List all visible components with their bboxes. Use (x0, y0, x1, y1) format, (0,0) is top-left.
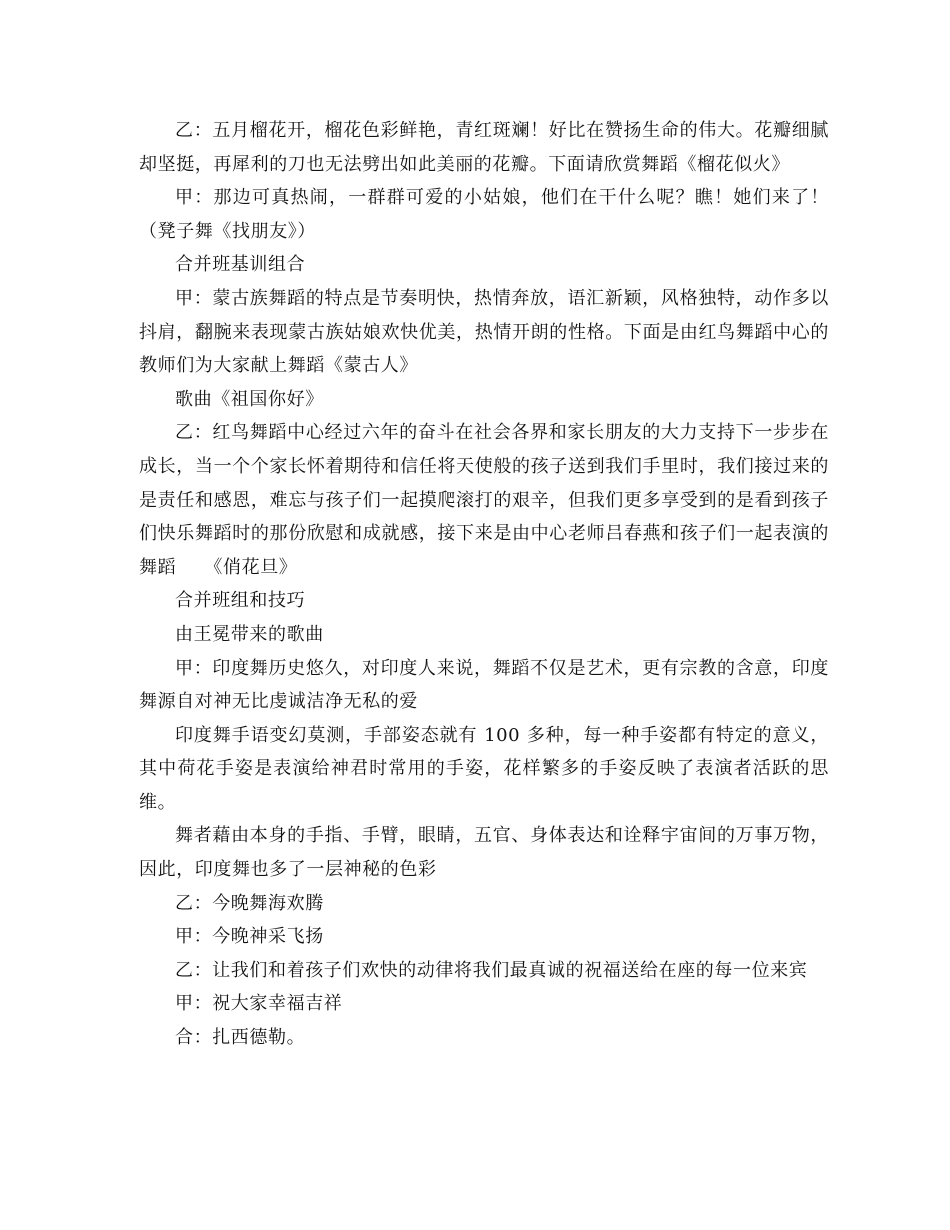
paragraph-wangmian-song: 由王冕带来的歌曲 (175, 623, 324, 645)
paragraph-closing-line-2: 甲：今晚神采飞扬 (175, 926, 324, 948)
paragraph-basic-training: 合并班基训组合 (175, 254, 306, 276)
paragraph-indian-hand-gestures: 印度舞手语变幻莫测，手部姿态就有 100 多种，每一种手姿都有特定的意义，其中荷花手姿是表演给神君时常用的手姿，花样繁多的手姿反映了表演者活跃的思维。 (139, 724, 829, 813)
paragraph-indian-dance-history: 甲：印度舞历史悠久，对印度人来说，舞蹈不仅是艺术，更有宗教的含意，印度舞源自对神无比虔诚洁净无私的爱 (139, 657, 829, 713)
document-body (139, 114, 829, 1055)
paragraph-closing-line-3: 乙：让我们和着孩子们欢快的动律将我们最真诚的祝福送给在座的每一位来宾 (175, 959, 808, 981)
paragraph-closing-line-5: 合：扎西德勒。 (175, 1027, 306, 1049)
paragraph-song-motherland: 歌曲《祖国你好》 (175, 388, 324, 410)
paragraph-closing-line-4: 甲：祝大家幸福吉祥 (175, 993, 343, 1015)
paragraph-skills-combo: 合并班组和技巧 (175, 590, 306, 612)
paragraph-mongolian-dance: 甲：蒙古族舞蹈的特点是节奏明快，热情奔放，语汇新颖，风格独特，动作多以抖肩，翻腕来表现蒙古族姑娘欢快优美，热情开朗的性格。下面是由红鸟舞蹈中心的教师们为大家献上舞蹈《蒙古人》 (139, 287, 829, 377)
paragraph-dengzi-dance: 甲：那边可真热闹，一群群可爱的小姑娘，他们在干什么呢？瞧！她们来了！（凳子舞《找朋友》） (139, 187, 829, 242)
paragraph-dancer-expression: 舞者藉由本身的手指、手臂，眼睛，五官、身体表达和诠释宇宙间的万事万物，因此，印度舞也多了一层神秘的色彩 (139, 825, 829, 881)
paragraph-closing-line-1: 乙：今晚舞海欢腾 (175, 892, 324, 914)
paragraph-liuhua: 乙：五月榴花开，榴花色彩鲜艳，青红斑斓！好比在赞扬生命的伟大。花瓣细腻却坚挺，再犀利的刀也无法劈出如此美丽的花瓣。下面请欣赏舞蹈《榴花似火》 (139, 120, 829, 175)
paragraph-hongniao-center: 乙：红鸟舞蹈中心经过六年的奋斗在社会各界和家长朋友的大力支持下一步步在成长，当一个个家长怀着期待和信任将天使般的孩子送到我们手里时，我们接过来的是责任和感恩，难忘与孩子们一起摸爬滚打的艰辛，但我们更多享受到的是看到孩子们快乐舞蹈时的那份欣慰和成就感，接下来是由中心老师吕春燕和孩子们一起表演的舞蹈 《俏花旦》 (139, 422, 829, 578)
